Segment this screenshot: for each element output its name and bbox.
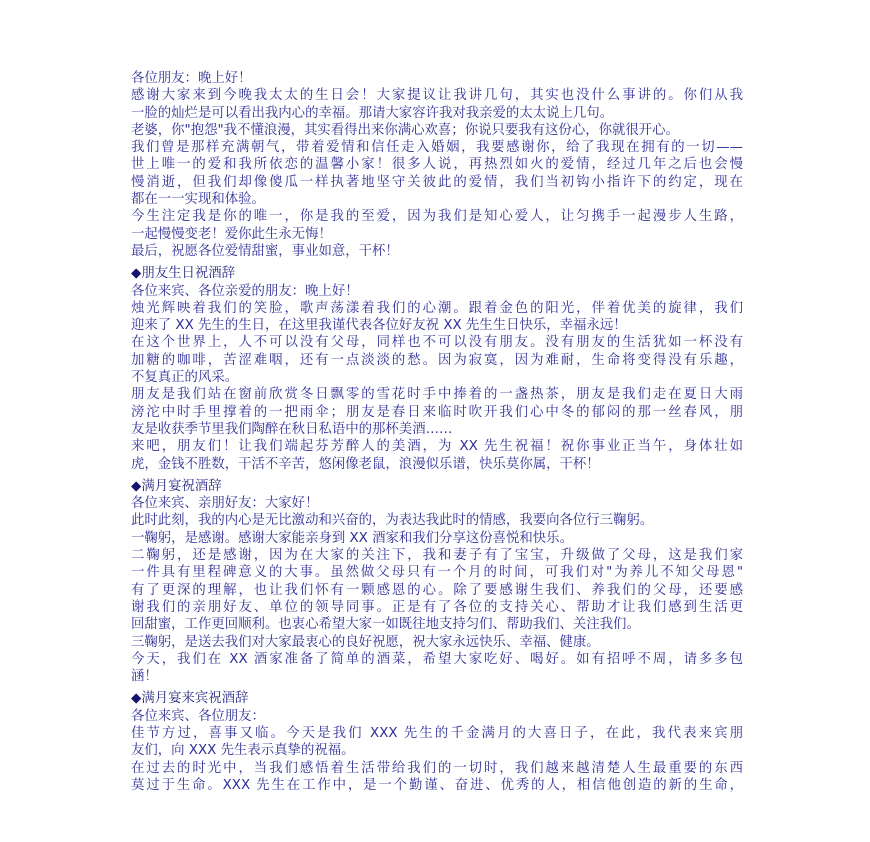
text-line: 一脸的灿烂是可以看出我内心的幸福。那请大家容许我对我亲爱的太太说上几句。 — [131, 105, 614, 121]
section-title: 满月宴来宾祝酒辞 — [141, 691, 249, 707]
text-line: 都在一一实现和体验。 — [131, 192, 265, 208]
text-line: 莫过于生命。XXX 先生在工作中，是一个勤谨、奋进、优秀的人，相信他创造的新的生命， — [131, 777, 743, 793]
section-heading — [131, 265, 743, 282]
text-line: 此时此刻，我的内心是无比激动和兴奋的，为表达我此时的情感，我要向各位行三鞠躬。 — [131, 513, 654, 529]
text-line: 虎，金钱不胜数，干活不辛苦，悠闲像老鼠，浪漫似乐谱，快乐莫你属，干杯！ — [131, 456, 600, 472]
text-line: 烛光辉映着我们的笑脸，歌声荡漾着我们的心潮。跟着金色的阳光，伴着优美的旋律，我们 — [131, 300, 743, 316]
text-line: 今生注定我是你的唯一，你是我的至爱，因为我们是知心爱人，让匀携手一起漫步人生路， — [131, 209, 743, 225]
document-page — [131, 70, 743, 794]
paragraph — [131, 87, 743, 122]
paragraph — [131, 495, 743, 512]
text-line: 迎来了 XX 先生的生日，在这里我谨代表各位好友祝 XX 先生生日快乐，幸福永远！ — [131, 318, 627, 334]
text-line: 各位来宾、各位亲爱的朋友：晚上好！ — [131, 283, 359, 299]
text-line: 回甜蜜，工作更回顺利。也衷心希望大家一如既往地支持匀们、帮助我们、关注我们。 — [131, 617, 640, 633]
text-line: 加糖的咖啡，苦涩难咽，还有一点淡淡的愁。因为寂寞，因为难耐，生命将变得没有乐趣， — [131, 352, 743, 368]
text-line: 涵！ — [131, 669, 158, 685]
paragraph — [131, 122, 743, 139]
text-line: 在这个世界上，人不可以没有父母，同样也不可以没有朋友。没有朋友的生活犹如一杯没有 — [131, 335, 743, 351]
diamond-bullet-icon: ◆ — [131, 691, 142, 707]
text-line: 一鞠躬，是感谢。感谢大家能亲身到 XX 酒家和我们分享这份喜悦和快乐。 — [131, 530, 573, 546]
text-line: 不复真正的风采。 — [131, 370, 239, 386]
section — [131, 478, 743, 686]
text-line: 慢消逝，但我们却像傻瓜一样执著地坚守关彼此的爱情，我们当初钩小指许下的约定，现在 — [131, 174, 743, 190]
text-line: 一起慢慢变老！爱你此生永无悔！ — [131, 226, 332, 242]
text-line: 友们，向 XXX 先生表示真挚的祝福。 — [131, 743, 355, 759]
text-line: 老婆，你"抱怨"我不懂浪漫，其实看得出来你满心欢喜；你说只要我有这份心，你就很开心。 — [131, 122, 679, 138]
text-line: 世上唯一的爱和我所依恋的温馨小家！很多人说，再热烈如火的爱情，经过几年之后也会慢 — [131, 157, 743, 173]
paragraph — [131, 438, 743, 473]
text-line: 各位来宾、亲朋好友：大家好！ — [131, 496, 319, 512]
paragraph — [131, 243, 743, 260]
text-line: 最后，祝愿各位爱情甜蜜，事业如意，干杯！ — [131, 243, 399, 259]
paragraph — [131, 208, 743, 243]
text-line: 各位来宾、各位朋友： — [131, 708, 265, 724]
paragraph — [131, 300, 743, 335]
diamond-bullet-icon: ◆ — [131, 478, 142, 494]
text-line: 来吧，朋友们！让我们端起芬芳醉人的美酒，为 XX 先生祝福！祝你事业正当午，身体壮如 — [131, 439, 743, 455]
text-line: 朋友是我们站在窗前欣赏冬日飘零的雪花时手中捧着的一盏热茶，朋友是我们走在夏日大雨 — [131, 387, 743, 403]
section-heading — [131, 478, 743, 495]
paragraph — [131, 634, 743, 651]
section-title: 朋友生日祝酒辞 — [141, 266, 236, 282]
diamond-bullet-icon: ◆ — [131, 266, 142, 282]
paragraph — [131, 70, 743, 87]
paragraph — [131, 725, 743, 760]
paragraph — [131, 708, 743, 725]
text-line: 友是收获季节里我们陶醉在秋日私语中的那杯美酒…… — [131, 421, 453, 437]
text-line: 佳节方过，喜事又临。今天是我们 XXX 先生的千金满月的大喜日子，在此，我代表来宾朋 — [131, 725, 743, 741]
paragraph — [131, 760, 743, 795]
text-line: 我们曾是那样充满朝气，带着爱情和信任走入婚姻，我要感谢你，给了我现在拥有的一切—— — [131, 140, 743, 156]
text-line: 今天，我们在 XX 酒家准备了简单的酒菜，希望大家吃好、喝好。如有招呼不周，请多多包 — [131, 651, 743, 667]
section — [131, 690, 743, 794]
text-line: 各位朋友：晚上好！ — [131, 71, 252, 86]
section — [131, 265, 743, 473]
text-line: 滂沱中时手里撑着的一把雨伞；朋友是春日来临时吹开我们心中冬的郁闷的那一丝春风，朋 — [131, 404, 743, 420]
section-title: 满月宴祝酒辞 — [141, 478, 222, 494]
text-line: 一件具有里程碑意义的大事。虽然做父母只有一个月的时间，可我们对"为养儿不知父母恩" — [131, 565, 743, 581]
paragraph — [131, 530, 743, 547]
text-line: 二鞠躬，还是感谢，因为在大家的关注下，我和妻子有了宝宝，升级做了父母，这是我们家 — [131, 548, 743, 564]
paragraph — [131, 386, 743, 438]
text-line: 谢我们的亲朋好友、单位的领导同事。正是有了各位的支持关心、帮助才让我们感到生活更 — [131, 599, 743, 615]
paragraph — [131, 334, 743, 386]
section — [131, 70, 743, 260]
paragraph — [131, 283, 743, 300]
text-line: 有了更深的理解，也让我们怀有一颗感恩的心。除了要感谢生我们、养我们的父母，还要感 — [131, 582, 743, 598]
section-heading — [131, 690, 743, 707]
text-line: 三鞠躬，是送去我们对大家最衷心的良好祝愿，祝大家永远快乐、幸福、健康。 — [131, 634, 600, 650]
paragraph — [131, 547, 743, 633]
paragraph — [131, 651, 743, 686]
text-line: 感谢大家来到今晚我太太的生日会！大家提议让我讲几句，其实也没什么事讲的。你们从我 — [131, 88, 743, 104]
paragraph — [131, 512, 743, 529]
paragraph — [131, 139, 743, 208]
text-line: 在过去的时光中，当我们感悟着生活带给我们的一切时，我们越来越清楚人生最重要的东西 — [131, 760, 743, 776]
